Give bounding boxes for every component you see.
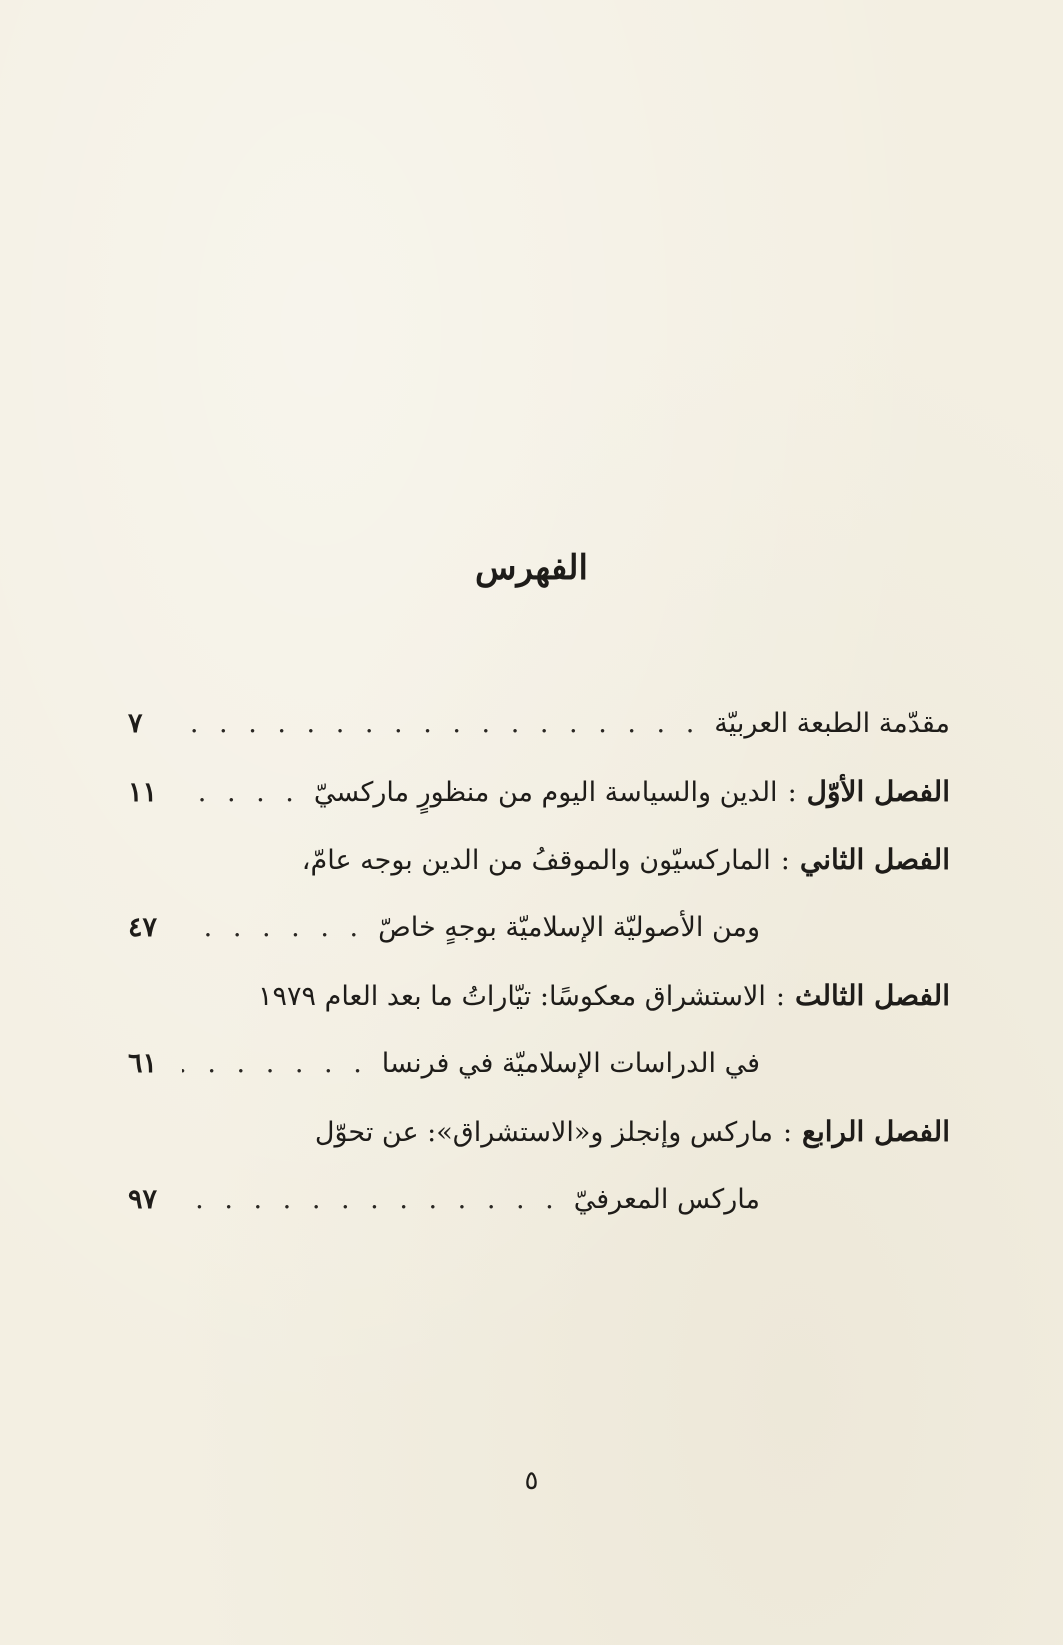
page-folio-number: ٥ bbox=[524, 1466, 539, 1496]
toc-entry-chapter-1 bbox=[128, 758, 950, 826]
toc-entry-chapter-2-continued bbox=[128, 894, 760, 962]
dot-leader bbox=[182, 1166, 560, 1234]
colon-separator: : bbox=[775, 981, 785, 1012]
toc-entry-text: ماركس المعرفيّ bbox=[573, 1184, 760, 1215]
colon-separator: : bbox=[780, 845, 790, 876]
page-title: الفهرس bbox=[475, 548, 588, 588]
toc-entry-text: ومن الأصوليّة الإسلاميّة بوجهٍ خاصّ bbox=[378, 912, 760, 943]
toc-page-number: ٩٧ bbox=[128, 1184, 158, 1215]
toc-page-number: ٧ bbox=[128, 708, 143, 739]
toc-entry-text: الماركسيّون والموقفُ من الدين بوجه عامّ، bbox=[301, 845, 771, 876]
toc-entry-text: الاستشراق معكوسًا: تيّاراتُ ما بعد العام ١٩٧٩ bbox=[258, 981, 766, 1012]
toc-entry-text: الدين والسياسة اليوم من منظورٍ ماركسيّ bbox=[313, 777, 778, 808]
colon-separator: : bbox=[787, 777, 797, 808]
colon-separator: : bbox=[782, 1117, 793, 1148]
toc-entry-introduction bbox=[128, 690, 950, 758]
toc-entry-chapter-3-continued bbox=[128, 1030, 760, 1098]
toc-entry-chapter-3 bbox=[128, 962, 950, 1030]
dot-leader bbox=[182, 690, 700, 758]
toc-entry-text: مقدّمة الطبعة العربيّة bbox=[714, 708, 950, 739]
chapter-label: الفصل الرابع bbox=[802, 1115, 950, 1148]
toc-entry-chapter-4 bbox=[128, 1098, 950, 1166]
toc-entry-chapter-2 bbox=[128, 826, 950, 894]
toc-entry-chapter-4-continued bbox=[128, 1166, 760, 1234]
chapter-label: الفصل الأوّل bbox=[806, 775, 950, 808]
chapter-label: الفصل الثاني bbox=[799, 843, 950, 876]
chapter-label: الفصل الثالث bbox=[794, 979, 950, 1012]
table-of-contents bbox=[128, 690, 950, 1234]
toc-page-number: ١١ bbox=[128, 777, 158, 808]
toc-page-number: ٦١ bbox=[128, 1048, 158, 1079]
dot-leader bbox=[182, 759, 300, 827]
toc-page-number: ٤٧ bbox=[128, 912, 158, 943]
toc-entry-text: ماركس وإنجلز و«الاستشراق»: عن تحوّل bbox=[314, 1117, 773, 1148]
dot-leader bbox=[182, 894, 364, 962]
toc-entry-text: في الدراسات الإسلاميّة في فرنسا bbox=[381, 1048, 760, 1079]
dot-leader bbox=[182, 1030, 368, 1098]
